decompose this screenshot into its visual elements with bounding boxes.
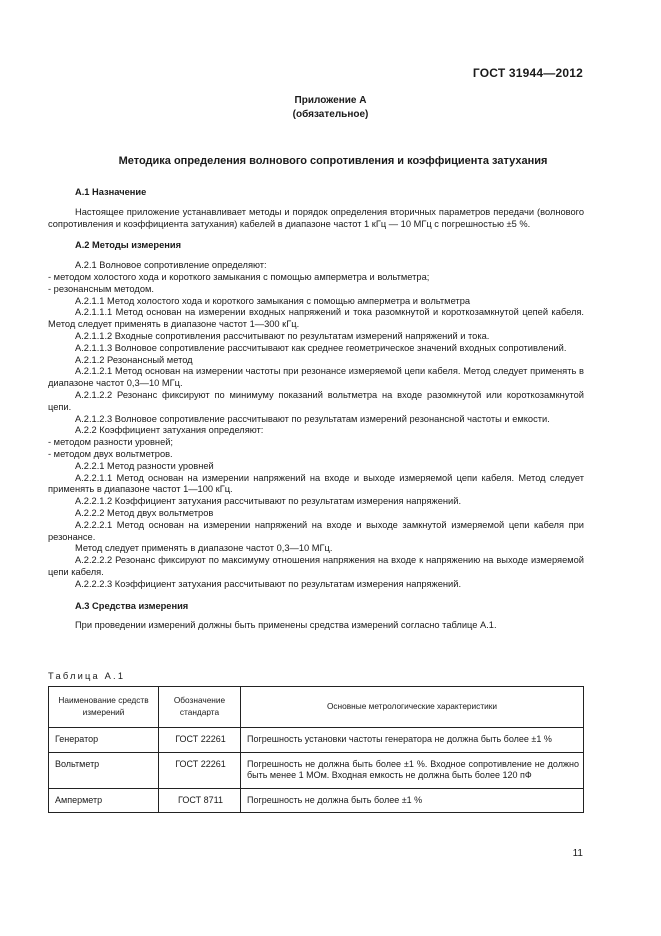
table-caption: Таблица А.1 xyxy=(48,671,126,681)
paragraph: Настоящее приложение устанавливает методы и порядок определения вторичных параметров передачи (волнового сопротивления и коэффициента затухания) кабелей в диапазоне частот 1 кГц — 10 МГц с погрешностью ±5 %. xyxy=(48,206,584,229)
appendix-heading xyxy=(0,94,661,122)
table-cell: Погрешность не должна быть более ±1 % xyxy=(241,788,584,813)
paragraph: А.2.2.2.2 Резонанс фиксируют по максимуму отношения напряжения на входе к напряжению на выходе измеряемой цепи кабеля. xyxy=(48,555,584,577)
section-heading-a3: А.3 Средства измерения xyxy=(75,600,189,611)
list-item: - методом разности уровней; xyxy=(48,437,174,448)
table-header-row xyxy=(49,687,584,728)
appendix-status: (обязательное) xyxy=(292,109,369,120)
section-heading-a1: А.1 Назначение xyxy=(75,187,147,197)
paragraph: А.2.2.2 Метод двух вольтметров xyxy=(75,507,214,518)
paragraph: А.2.2.2.1 Метод основан на измерении напряжений на входе и выходе замкнутой измеряемой цепи кабеля при резонансе. xyxy=(48,519,584,542)
section-heading-a2: А.2 Методы измерения xyxy=(75,240,182,251)
paragraph: А.2.1.1.1 Метод основан на измерении входных напряжений и тока разомкнутой и короткозамкнутой цепей кабеля. Метод следует применять в диапазоне частот 1—300 кГц. xyxy=(48,307,584,330)
table-cell: ГОСТ 22261 xyxy=(159,752,241,788)
table-cell: Амперметр xyxy=(49,788,159,813)
standard-number: ГОСТ 31944—2012 xyxy=(472,66,583,80)
table-row xyxy=(49,788,584,813)
table-cell: ГОСТ 8711 xyxy=(159,788,241,813)
document-body xyxy=(48,183,584,632)
table-cell: Генератор xyxy=(49,728,159,753)
appendix-title: Приложение А xyxy=(294,95,367,106)
page-number: 11 xyxy=(572,848,583,859)
list-item: - методом двух вольтметров. xyxy=(48,448,173,459)
paragraph: А.2.2.1.1 Метод основан на измерении напряжений на входе и выходе измеряемой цепи кабеля. Метод следует применять в диапазоне частот 1—100 кГц. xyxy=(48,472,584,495)
table-header-cell: Обозначение стандарта xyxy=(159,687,241,728)
paragraph: А.2.2.1.2 Коэффициент затухания рассчитывают по результатам измерения напряжений. xyxy=(75,496,462,507)
table-cell: ГОСТ 22261 xyxy=(159,728,241,753)
paragraph: А.2.2.2.3 Коэффициент затухания рассчитывают по результатам измерения напряжений. xyxy=(75,578,462,589)
paragraph: А.2.1.2.3 Волновое сопротивление рассчитывают по результатам измерений резонансной частоты и емкости. xyxy=(75,413,550,424)
list-item: - методом холостого хода и короткого замыкания с помощью амперметра и вольтметра; xyxy=(48,271,430,282)
table-header-cell: Основные метрологические характеристики xyxy=(241,687,584,728)
paragraph: А.2.1.2.2 Резонанс фиксируют по минимуму показаний вольтметра на входе разомкнутой или короткозамкнутой цепи. xyxy=(48,389,584,412)
paragraph: При проведении измерений должны быть применены средства измерений согласно таблице А.1. xyxy=(75,620,497,631)
paragraph: А.2.1.2 Резонансный метод xyxy=(75,354,193,365)
table-cell: Погрешность не должна быть более ±1 %. Входное сопротивление не должно быть менее 1 МОм. Входная емкость не должна быть более 120 пФ xyxy=(241,752,584,788)
paragraph: Метод следует применять в диапазоне частот 0,3—10 МГц. xyxy=(75,543,333,554)
paragraph: А.2.1.1.3 Волновое сопротивление рассчитывают как среднее геометрическое значений входных сопротивлений. xyxy=(75,342,567,353)
table-header-cell: Наименование средств измерений xyxy=(49,687,159,728)
paragraph: А.2.1.2.1 Метод основан на измерении частоты при резонансе измеряемой цепи кабеля. Метод следует применять в диапазоне частот 0,3—10 МГц. xyxy=(48,366,584,389)
measurement-instruments-table xyxy=(48,686,584,813)
table-cell: Вольтметр xyxy=(49,752,159,788)
list-item: - резонансным методом. xyxy=(48,283,154,294)
paragraph: А.2.1.1.2 Входные сопротивления рассчитывают по результатам измерений напряжений и тока. xyxy=(75,330,490,341)
paragraph: А.2.1.1 Метод холостого хода и короткого замыкания с помощью амперметра и вольтметра xyxy=(75,295,471,306)
paragraph: А.2.2.1 Метод разности уровней xyxy=(75,460,214,471)
main-title: Методика определения волнового сопротивления и коэффициента затухания xyxy=(118,155,548,167)
table-row xyxy=(49,752,584,788)
paragraph: А.2.2 Коэффициент затухания определяют: xyxy=(75,425,264,436)
table-cell: Погрешность установки частоты генератора не должна быть более ±1 % xyxy=(241,728,584,753)
paragraph: А.2.1 Волновое сопротивление определяют: xyxy=(75,260,267,271)
table-row xyxy=(49,728,584,753)
